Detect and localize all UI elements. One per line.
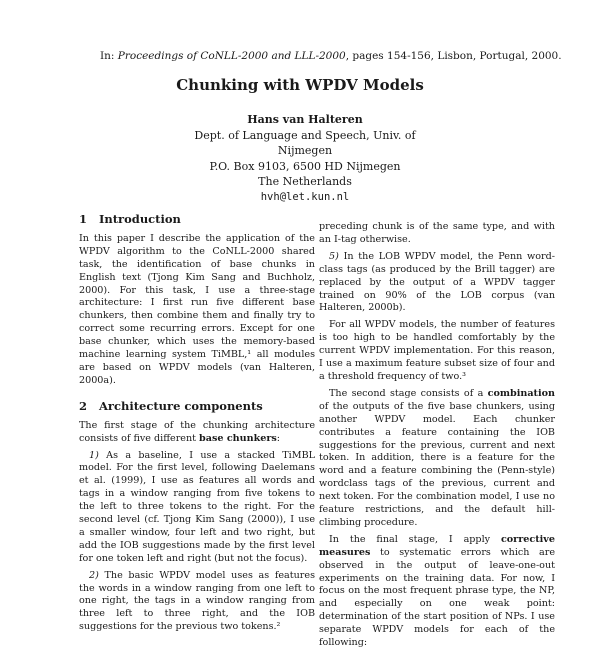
arch-paragraph-3 (79, 570, 315, 635)
right-paragraph-3: For all WPDV models, the number of features is too high to be handled comfortably by the current WPDV implementation. For this reason, I use a maximum feature subset size of four and a threshold frequency of two.³ (319, 319, 555, 382)
section-heading-introduction (79, 213, 315, 226)
right-paragraph-2 (319, 251, 555, 316)
arch-p1-colon: : (276, 432, 281, 444)
item-label: 5) (329, 250, 339, 262)
header-prefix: In: (100, 50, 115, 62)
header-venue: Proceedings of CoNLL-2000 and LLL-2000 (117, 50, 346, 62)
header-suffix: , pages 154-156, Lisbon, Portugal, 2000. (345, 50, 562, 62)
author-name: Hans van Halteren (247, 113, 363, 126)
right-paragraph-4 (319, 388, 555, 530)
item-text: The basic WPDV model uses as features the words in a window ranging from one left to one right, the tags in a window ranging from three left to three right, and the IOB suggestions for the previous two tokens.² (79, 569, 315, 633)
intro-paragraph: In this paper I describe the application of the WPDV algorithm to the CoNLL-2000 shared task, the identification of base chunks in English text (Tjong Kim Sang and Buchholz, 2000). For this task, I use a three-stage architecture: I first run five different base chunkers, then combine them and finally try to correct some recurring errors. Except for one base chunker, which uses the memory-based machine learning system TiMBL,¹ all modules are based on WPDV models (van Halteren, 2000a). (79, 232, 315, 386)
publication-header (100, 50, 562, 62)
term-corrective-measures: corrective measures (319, 533, 555, 558)
author-affiliation: Dept. of Language and Speech, Univ. of Nijmegen (194, 128, 416, 157)
paper-title: Chunking with WPDV Models (176, 76, 424, 94)
arch-paragraph-1 (79, 420, 315, 446)
p5-text-a: In the final stage, I apply (329, 533, 501, 545)
item-label: 1) (89, 449, 99, 461)
section-number: 1 (79, 212, 88, 226)
arch-paragraph-2 (79, 450, 315, 566)
p4-text-c: of the outputs of the five base chunkers, using another WPDV model. Each chunker contributes a feature containing the IOB suggestions for the previous, current and next token. In addition, there is a feature for the word and a feature combining the (Penn-style) wordclass tags of the previous, current and next token. For the combination model, I use no feature restrictions, and the default hill-climbing procedure. (319, 400, 555, 528)
section-title: Introduction (99, 212, 181, 226)
author-email: hvh@let.kun.nl (260, 190, 350, 203)
section-heading-architecture (79, 400, 315, 413)
item-text: In the LOB WPDV model, the Penn word-class tags (as produced by the Brill tagger) are replaced by the output of a WPDV tagger trained on 90% of the LOB corpus (van Halteren, 2000b). (319, 250, 555, 314)
term-combination: combination (487, 387, 555, 399)
item-text: As a baseline, I use a stacked TiMBL model. For the first level, following Daelemans et al. (1999), I use as features all words and tags in a window ranging from five tokens to the left to three tokens to the right. For the second level (cf. Tjong Kim Sang (2000)), I use a smaller window, four left and two right, but add the IOB suggestions made by the first level for one token left and right (but not the focus). (79, 449, 315, 564)
author-country: The Netherlands (258, 175, 352, 188)
item-label: 2) (89, 569, 99, 581)
section-title: Architecture components (99, 398, 263, 413)
author-address: P.O. Box 9103, 6500 HD Nijmegen (209, 159, 401, 173)
p5-text-c: to systematic errors which are observed in the output of leave-one-out experiments on the training data. For now, I focus on the most frequent phrase type, the NP, and especially on one weak point: determination of the start position of NPs. I use separate WPDV models for each of the following: (319, 546, 555, 649)
right-paragraph-1: preceding chunk is of the same type, and with an I-tag otherwise. (319, 221, 555, 245)
author-block (170, 112, 440, 205)
right-paragraph-5 (319, 534, 555, 650)
section-number: 2 (79, 398, 88, 413)
term-base-chunkers: base chunkers (199, 432, 277, 444)
arch-p1-text: The first stage of the chunking architecture consists of five different (79, 419, 315, 444)
right-column (319, 221, 555, 654)
left-column (79, 213, 315, 638)
p4-text-a: The second stage consists of a (329, 387, 488, 399)
